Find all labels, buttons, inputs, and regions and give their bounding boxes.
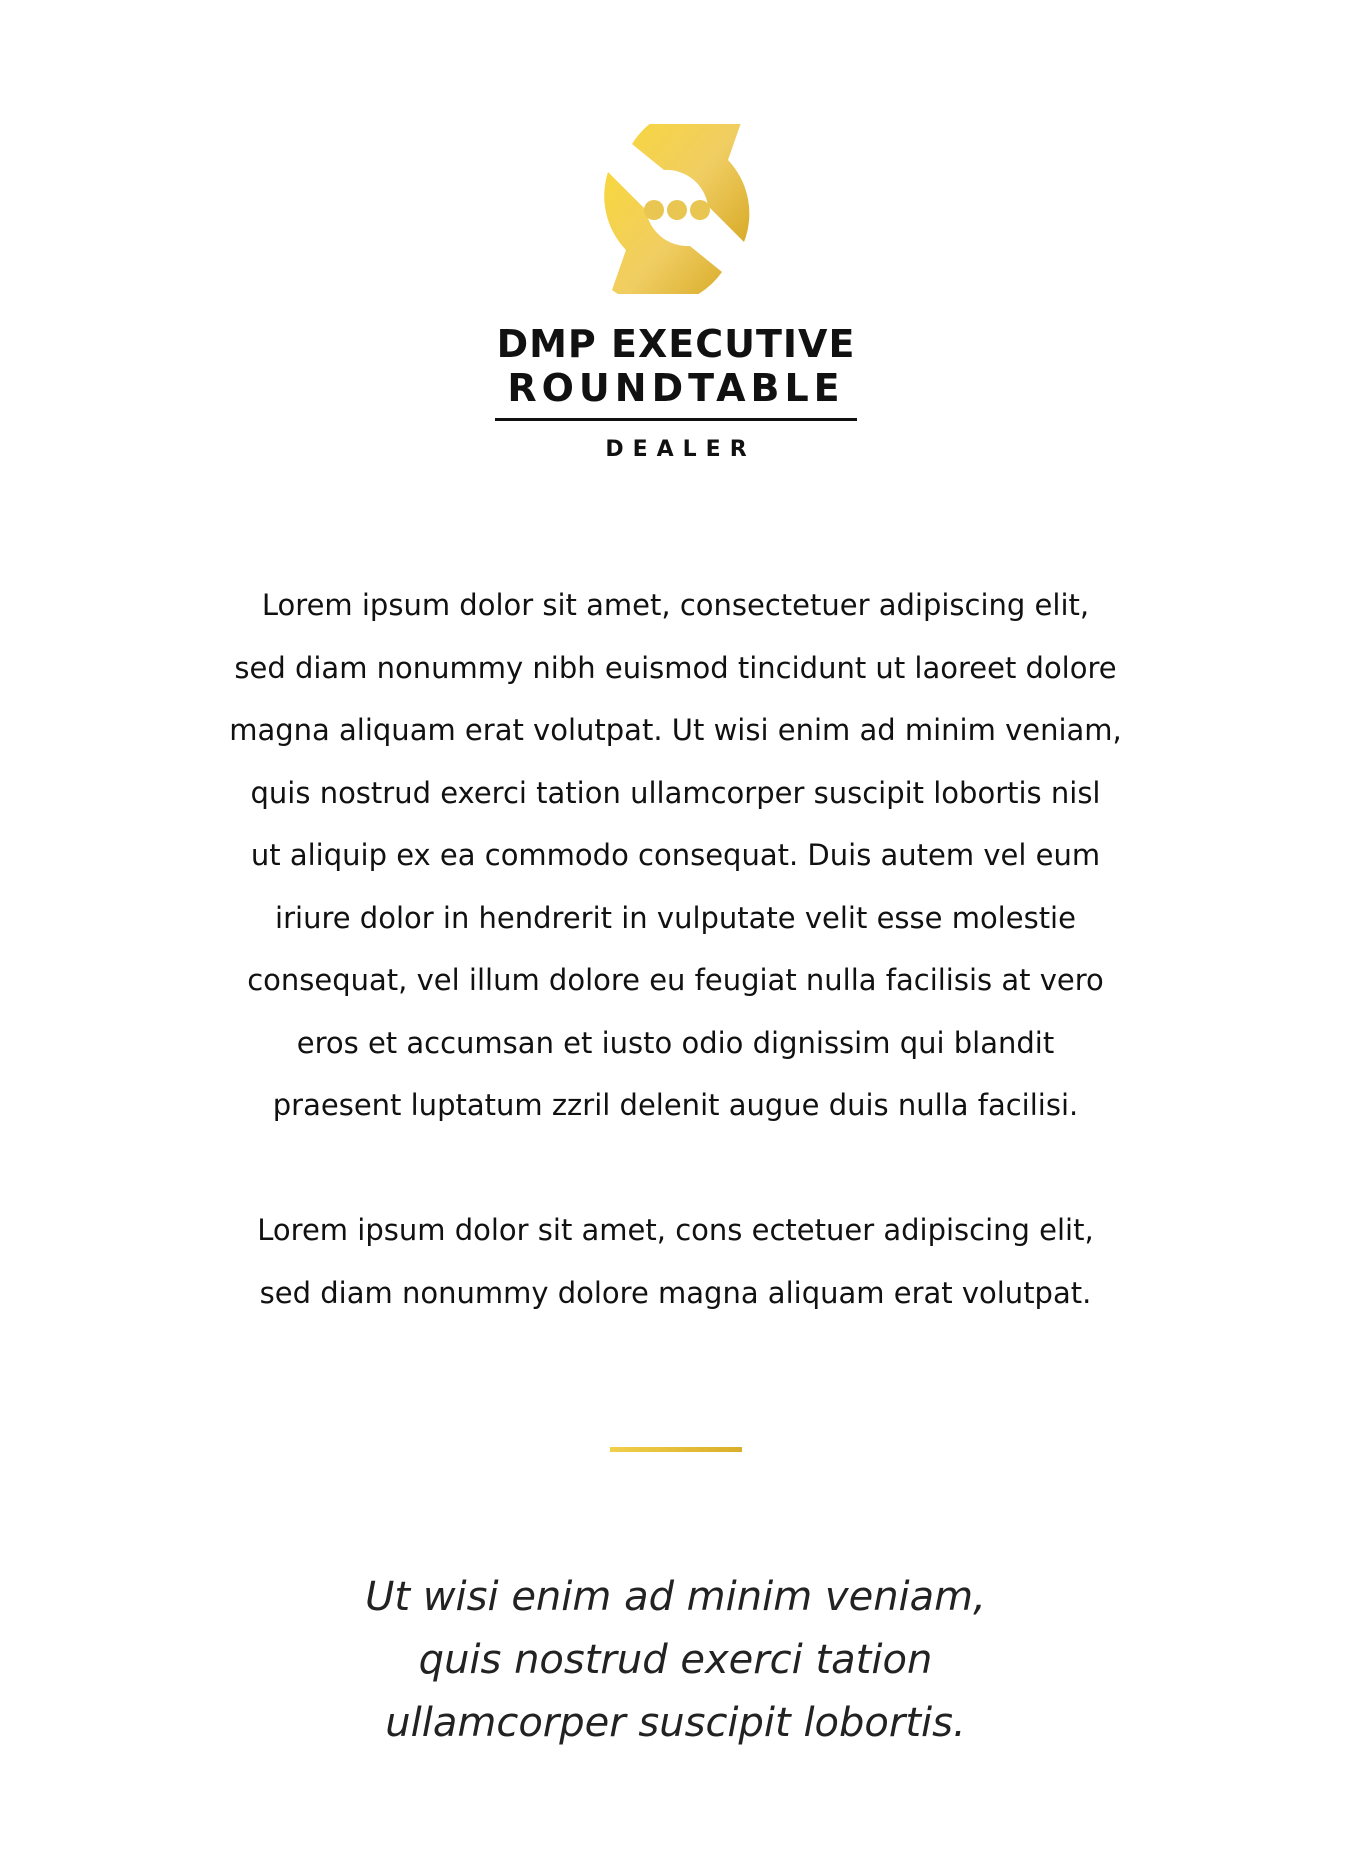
paragraph-1: [150, 574, 1201, 1137]
brand-wordmark: [490, 322, 862, 462]
paragraph-line: quis nostrud exerci tation ullamcorper suscipit lobortis nisl: [250, 775, 1101, 810]
brand-divider-rule: [495, 418, 857, 421]
gold-divider: [610, 1447, 742, 1452]
quote-line: Ut wisi enim ad minim veniam,: [365, 1574, 986, 1620]
paragraph-line: Lorem ipsum dolor sit amet, cons ectetuer adipiscing elit,: [257, 1213, 1094, 1247]
pull-quote: [250, 1566, 1101, 1755]
body-text: [150, 574, 1201, 1324]
paragraph-line: magna aliquam erat volutpat. Ut wisi enim ad minim veniam,: [229, 713, 1122, 747]
paragraph-line: eros et accumsan et iusto odio dignissim qui blandit: [296, 1025, 1055, 1060]
brand-title-line2: ROUNDTABLE: [507, 366, 845, 410]
paragraph-line: sed diam nonummy nibh euismod tincidunt ut laoreet dolore: [234, 650, 1117, 685]
brand-title-line1: DMP EXECUTIVE: [496, 322, 856, 366]
paragraph-line: praesent luptatum zzril delenit augue duis nulla facilisi.: [272, 1088, 1079, 1122]
quote-line: ullamcorper suscipit lobortis.: [385, 1700, 966, 1746]
brand-subtitle: DEALER: [605, 437, 756, 462]
chat-bubble-ellipsis-icon: [592, 124, 762, 294]
paragraph-line: consequat, vel illum dolore eu feugiat nulla facilisis at vero: [247, 963, 1104, 997]
quote-line: quis nostrud exerci tation: [418, 1637, 933, 1683]
paragraph-line: ut aliquip ex ea commodo consequat. Duis autem vel eum: [250, 838, 1101, 872]
paragraph-line: iriure dolor in hendrerit in vulputate velit esse molestie: [275, 900, 1076, 935]
paragraph-line: sed diam nonummy dolore magna aliquam erat volutpat.: [259, 1275, 1092, 1310]
paragraph-line: Lorem ipsum dolor sit amet, consectetuer adipiscing elit,: [261, 588, 1090, 622]
paragraph-2: [150, 1199, 1201, 1324]
